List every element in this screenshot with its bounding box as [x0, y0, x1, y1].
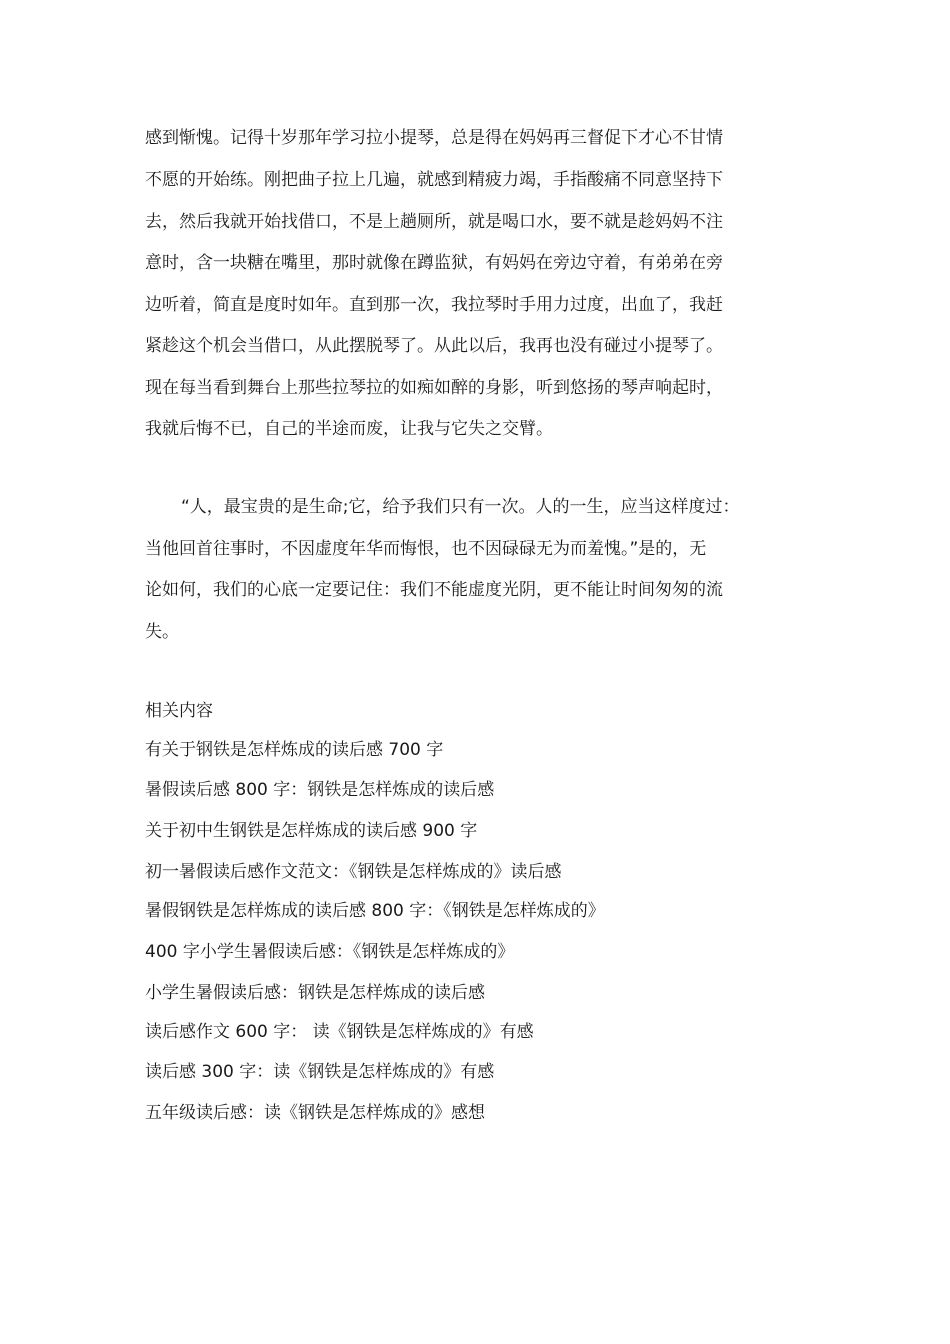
related-content-heading: 相关内容	[145, 701, 213, 721]
paragraph-2-line: “人，最宝贵的是生命;它，给予我们只有一次。人的一生，应当这样度过：	[181, 497, 740, 517]
related-link[interactable]: 读后感作文 600 字： 读《钢铁是怎样炼成的》有感	[145, 1022, 534, 1042]
paragraph-2-line: 当他回首往事时，不因虚度年华而悔恨，也不因碌碌无为而羞愧。”是的，无	[145, 539, 707, 559]
paragraph-2-line: 失。	[145, 622, 179, 642]
related-link[interactable]: 暑假钢铁是怎样炼成的读后感 800 字：《钢铁是怎样炼成的》	[145, 901, 605, 921]
related-link[interactable]: 读后感 300 字：读《钢铁是怎样炼成的》有感	[145, 1062, 495, 1082]
related-link[interactable]: 小学生暑假读后感：钢铁是怎样炼成的读后感	[145, 983, 485, 1003]
paragraph-2-line: 论如何，我们的心底一定要记住：我们不能虚度光阴，更不能让时间匆匆的流	[145, 580, 723, 600]
paragraph-1-line: 我就后悔不已，自己的半途而废，让我与它失之交臂。	[145, 419, 553, 439]
related-link[interactable]: 暑假读后感 800 字：钢铁是怎样炼成的读后感	[145, 780, 495, 800]
paragraph-1-line: 边听着，简直是度时如年。直到那一次，我拉琴时手用力过度，出血了，我赶	[145, 295, 723, 315]
related-link[interactable]: 初一暑假读后感作文范文：《钢铁是怎样炼成的》读后感	[145, 862, 562, 882]
paragraph-1-line: 现在每当看到舞台上那些拉琴拉的如痴如醉的身影，听到悠扬的琴声响起时，	[145, 378, 723, 398]
paragraph-1-line: 意时，含一块糖在嘴里，那时就像在蹲监狱，有妈妈在旁边守着，有弟弟在旁	[145, 253, 723, 273]
related-link[interactable]: 400 字小学生暑假读后感：《钢铁是怎样炼成的》	[145, 942, 515, 962]
paragraph-1-line: 紧趁这个机会当借口，从此摆脱琴了。从此以后，我再也没有碰过小提琴了。	[145, 336, 723, 356]
related-link[interactable]: 有关于钢铁是怎样炼成的读后感 700 字	[145, 740, 444, 760]
related-link[interactable]: 关于初中生钢铁是怎样炼成的读后感 900 字	[145, 821, 478, 841]
paragraph-1-line: 不愿的开始练。刚把曲子拉上几遍，就感到精疲力竭，手指酸痛不同意坚持下	[145, 170, 723, 190]
paragraph-1-line: 感到惭愧。记得十岁那年学习拉小提琴，总是得在妈妈再三督促下才心不甘情	[145, 128, 723, 148]
paragraph-1-line: 去，然后我就开始找借口，不是上趟厕所，就是喝口水，要不就是趁妈妈不注	[145, 212, 723, 232]
related-link[interactable]: 五年级读后感：读《钢铁是怎样炼成的》感想	[145, 1103, 485, 1123]
